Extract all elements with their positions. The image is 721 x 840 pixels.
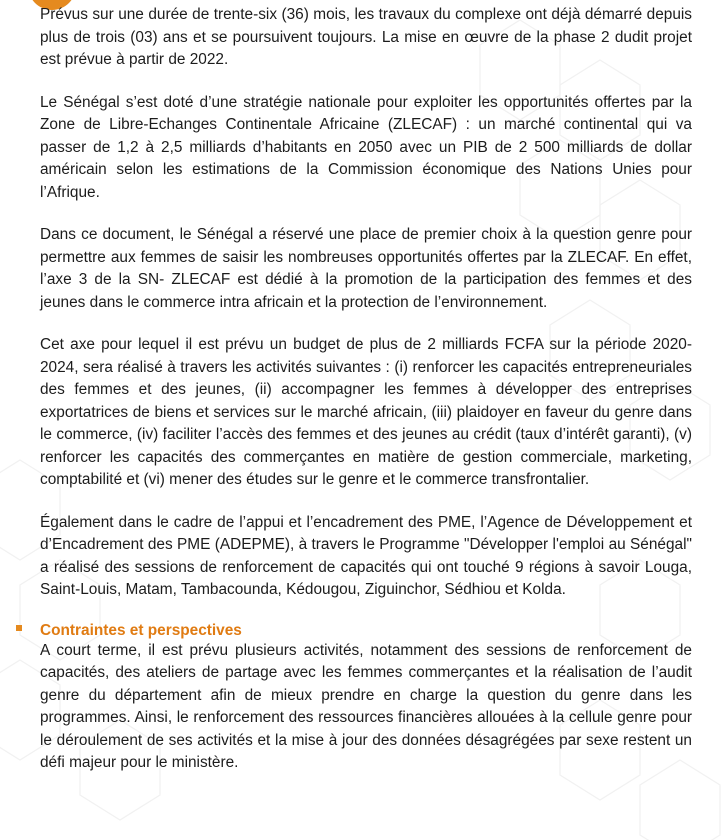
paragraph: Également dans le cadre de l’appui et l’encadrement des PME, l’Agence de Développement et d’Encadrement des PME (ADEPME), à travers le Programme "Développer l'emploi au Sénégal" a réalisé des sessions de renforcement de capacités qui ont touché 9 régions à savoir Louga, Saint-Louis, Matam, Tambacounda, Kédougou, Ziguinchor, Sédhiou et Kolda. [40, 513, 692, 598]
paragraph: Prévus sur une durée de trente-six (36) mois, les travaux du complexe ont déjà démarré depuis plus de trois (03) ans et se poursuivent toujours. La mise en œuvre de la phase 2 dudit projet est prévue à partir de 2022. [40, 6, 692, 68]
document-body [40, 4, 692, 775]
section-paragraph: A court terme, il est prévu plusieurs activités, notamment des sessions de renforcement de capacités, des ateliers de partage avec les femmes commerçantes et la réalisation de l’audit genre du département afin de mieux prendre en charge la question du genre dans les programmes. Ainsi, le renforcement des ressources financières allouées à la cellule genre pour le déroulement de ses activités et la mise à jour des données désagrégées par sexe restent un défi majeur pour le ministère. [40, 641, 692, 771]
paragraph: Le Sénégal s’est doté d’une stratégie nationale pour exploiter les opportunités offertes par la Zone de Libre-Echanges Continentale Africaine (ZLECAF) : un marché continental qui va passer de 1,2 à 2,5 milliards d’habitants en 2050 avec un PIB de 2 500 milliards de dollar américain selon les estimations de la Commission économique des Nations Unies pour l’Afrique. [40, 93, 692, 201]
section-heading: Contraintes et perspectives [40, 621, 242, 639]
paragraph: Cet axe pour lequel il est prévu un budget de plus de 2 milliards FCFA sur la période 2020-2024, sera réalisé à travers les activités suivantes : (i) renforcer les capacités entrepreneuriales des femmes et des jeunes, (ii) accompagner les femmes à développer des entreprises exportatrices de biens et services sur le marché africain, (iii) plaidoyer en faveur du genre dans le commerce, (iv) faciliter l’accès des femmes et des jeunes au crédit (taux d’intérêt garanti), (v) renforcer les capacités des commerçantes en matière de gestion commerciale, marketing, comptabilité et (vi) mener des études sur le genre et le commerce transfrontalier. [40, 336, 692, 488]
square-bullet-icon [16, 625, 22, 631]
section-constraints [40, 622, 692, 775]
paragraph: Dans ce document, le Sénégal a réservé une place de premier choix à la question genre pour permettre aux femmes de saisir les nombreuses opportunités offertes par la ZLECAF. En effet, l’axe 3 de la SN- ZLECAF est dédié à la promotion de la participation des femmes et des jeunes dans le commerce intra africain et la protection de l’environnement. [40, 226, 692, 311]
